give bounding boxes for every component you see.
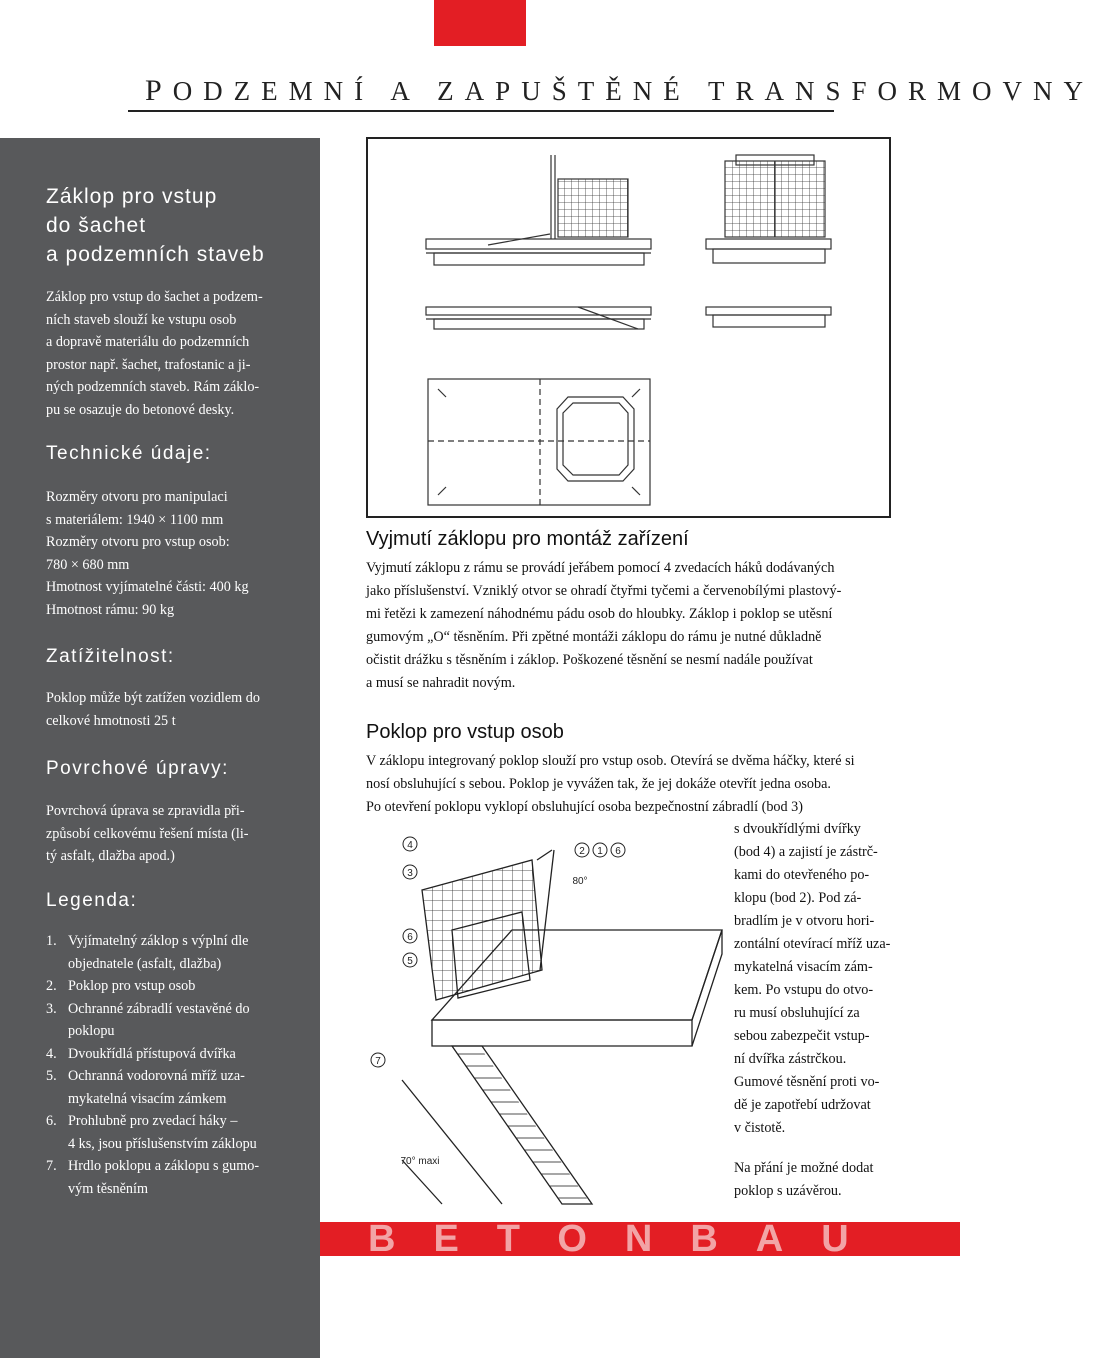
- callout-4: 4: [407, 840, 413, 851]
- page-title: PODZEMNÍ A ZAPUŠTĚNÉ TRANSFORMOVNY: [145, 74, 1094, 107]
- tech-specs: Rozměry otvoru pro manipulaci s materiálem: 1940 × 1100 mm Rozměry otvoru pro vstup osob: 780 × 680 mm Hmotnost vyjímatelné části: 400 kg Hmotnost rámu: 90 kg: [46, 489, 249, 618]
- surface-heading: Povrchové úpravy:: [46, 758, 229, 779]
- callout-5: 5: [407, 956, 413, 967]
- surface-text: Povrchová úprava se zpravidla při- způsobí celkovému řešení místa (li- tý asfalt, dlažba apod.): [46, 803, 249, 864]
- angle-label-bottom: 70° maxi: [400, 1156, 440, 1167]
- lid-arm: [537, 850, 552, 860]
- load-text: Poklop může být zatížen vozidlem do celkové hmotnosti 25 t: [46, 690, 260, 729]
- legend-item: 4. Dvoukřídlá přístupová dvířka: [46, 1045, 236, 1062]
- entry-side-text: s dvoukřídlými dvířky (bod 4) a zajistí je zástrč- kami do otevřeného po- klopu (bod 2). Pod zá- bradlím je v otvoru hori- zontální otevírací mříž uza- mykatelná visacím zám- kem. Po vstupu do otvo- ru musí obsluhující za sebou zabezpečit vstup- ní dvířka zástrčkou. Gumové těsnění proti vo- dě je zapotřebí udržovat v čistotě.: [734, 821, 891, 1136]
- entry-note: Na přání je možné dodat poklop s uzávěrou.: [734, 1160, 874, 1199]
- slab-edge: [432, 1020, 692, 1046]
- ladder-rungs: [454, 1050, 588, 1200]
- legend-item: 7. Hrdlo poklopu a záklopu s gumo- vým těsněním: [46, 1158, 260, 1197]
- legend-list: [46, 930, 286, 1200]
- plan-view: [428, 379, 650, 505]
- removal-text: Vyjmutí záklopu z rámu se provádí jeřábem pomocí 4 zvedacích háků dodávaných jako příslušenství. Vzniklý otvor se ohradí čtyřmi tyčemi a červenobílými plastový- mi řetězi k zamezení náhodnému pádu osob do hloubky. Záklop i poklop se utěsní gumovým „O“ těsněním. Při zpětné montáži záklopu do rámu je nutné důkladně očistit drážku s těsněním i záklop. Poškozené těsnění se nesmí nadále používat a musí se nahradit novým.: [366, 560, 842, 691]
- angle-label-top: 80°: [572, 876, 588, 887]
- sidebar-heading: Záklop pro vstup do šachet a podzemních staveb: [46, 185, 265, 266]
- load-heading: Zatížitelnost:: [46, 646, 175, 667]
- callout-6: 6: [615, 846, 621, 857]
- legend-item: 2. Poklop pro vstup osob: [46, 978, 196, 994]
- tech-heading: Technické údaje:: [46, 443, 212, 464]
- removal-heading: Vyjmutí záklopu pro montáž zařízení: [366, 528, 689, 550]
- technical-drawing-svg: [368, 139, 889, 516]
- brand-logo: BETONBAU: [368, 1218, 887, 1260]
- side-view-left: [426, 155, 651, 265]
- top-red-tab: [434, 0, 526, 46]
- callout-2: 2: [579, 846, 585, 857]
- isometric-drawing-svg: [362, 820, 732, 1204]
- side-view-right: [706, 155, 831, 263]
- callout-3: 3: [407, 868, 413, 879]
- entry-heading: Poklop pro vstup osob: [366, 721, 564, 743]
- legend-heading: Legenda:: [46, 890, 138, 911]
- technical-drawing: [366, 137, 891, 518]
- slab-side: [692, 930, 722, 1046]
- callout-1: 1: [597, 846, 603, 857]
- shaft-wall: [402, 1080, 502, 1204]
- lid-edge: [540, 850, 554, 970]
- callout-6-left: 6: [407, 932, 413, 943]
- title-rule: [128, 110, 834, 112]
- callout-7: 7: [375, 1056, 381, 1067]
- legend-item: 3. Ochranné zábradlí vestavěné do poklopu: [46, 1000, 250, 1039]
- section-view-right: [706, 307, 831, 327]
- legend-item: 1. Vyjímatelný záklop s výplní dle objednatele (asfalt, dlažba): [46, 933, 249, 972]
- entry-text: V záklopu integrovaný poklop slouží pro vstup osob. Otevírá se dvěma háčky, které si nosí obsluhující s sebou. Poklop je vyvážen tak, že jej dokáže otevřít jedna osoba. Po otevření poklopu vyklopí obsluhující osoba bezpečnostní zábradlí (bod 3): [366, 753, 855, 815]
- section-view-left: [426, 307, 651, 329]
- legend-item: 6. Prohlubně pro zvedací háky – 4 ks, jsou příslušenstvím záklopu: [46, 1113, 257, 1152]
- legend-item: 5. Ochranná vodorovná mříž uza- mykatelná visacím zámkem: [46, 1068, 245, 1107]
- sidebar-intro: Záklop pro vstup do šachet a podzem- ních staveb slouží ke vstupu osob a dopravě materiálu do podzemních prostor např. šachet, trafostanic a ji- ných podzemních staveb. Rám záklo- pu se osazuje do betonové desky.: [46, 289, 263, 418]
- isometric-drawing: [362, 820, 732, 1204]
- sidebar: [0, 138, 320, 1358]
